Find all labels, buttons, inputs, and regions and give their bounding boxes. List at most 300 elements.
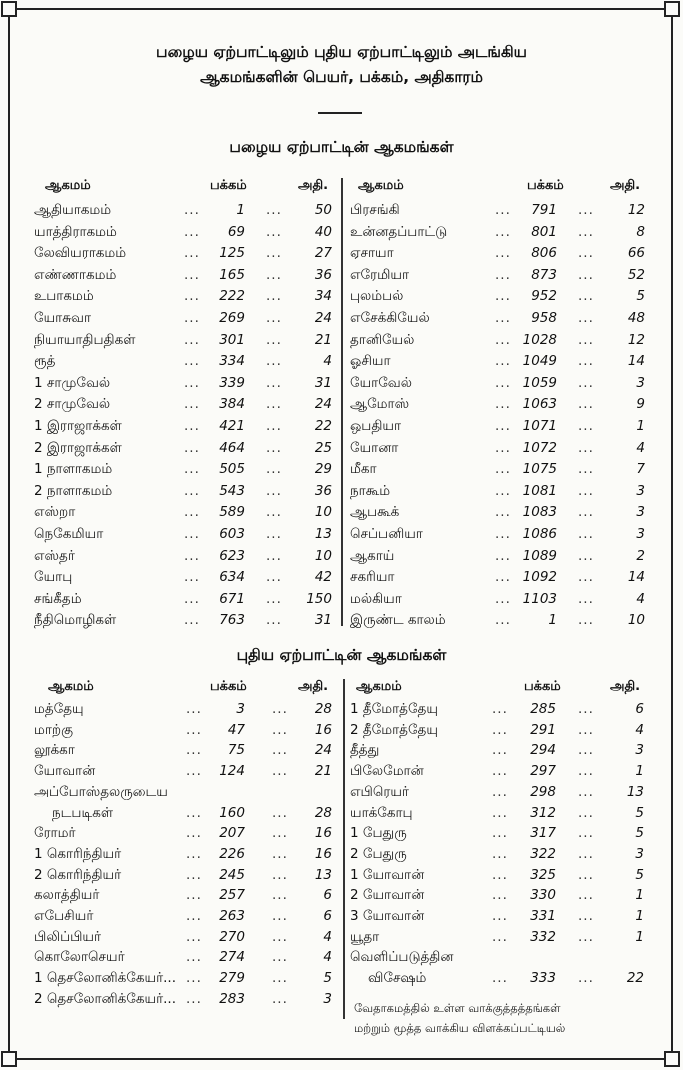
page-title-line2: ஆகமங்களின் பெயர், பக்கம், அதிகாரம் (200, 68, 483, 86)
chapter-count: 10 (314, 504, 332, 521)
leader-dots: ... (578, 245, 594, 262)
chapter-count: 14 (627, 353, 645, 370)
table-row (350, 569, 660, 591)
chapter-count: 66 (627, 245, 645, 262)
page-number: 791 (531, 202, 557, 218)
chapter-count: 48 (627, 310, 645, 326)
table-row (34, 332, 344, 354)
book-name: உன்னதப்பாட்டு (350, 223, 448, 240)
table-row (34, 701, 344, 723)
chapter-count: 5 (635, 825, 644, 842)
leader-dots: ... (266, 245, 282, 262)
leader-dots: ... (266, 353, 282, 370)
table-row (350, 970, 660, 992)
leader-dots: ... (186, 990, 202, 1007)
ot-left-col-book: ஆகமம் (45, 178, 91, 193)
page-number: 333 (530, 970, 556, 987)
book-name: 2 நாளாகமம் (34, 482, 113, 499)
leader-dots: ... (492, 970, 508, 987)
page-number: 1072 (522, 439, 557, 456)
page-number: 325 (530, 866, 556, 883)
leader-dots: ... (495, 245, 511, 262)
book-name: எசேக்கியேல் (350, 310, 430, 326)
chapter-count: 5 (323, 970, 332, 987)
table-row (34, 483, 344, 505)
leader-dots: ... (495, 418, 511, 434)
page-number: 623 (219, 547, 245, 564)
leader-dots: ... (184, 331, 200, 348)
leader-dots: ... (495, 612, 511, 629)
chapter-count: 24 (314, 742, 332, 759)
book-name: 1 நாளாகமம் (34, 461, 113, 478)
book-name: ரோமர் (34, 825, 76, 842)
chapter-count: 24 (314, 310, 332, 326)
book-name: யாத்திராகமம் (34, 223, 117, 240)
table-row (350, 949, 660, 971)
table-row (350, 908, 660, 930)
leader-dots: ... (495, 374, 511, 391)
ot-right-col-chapters: அதி. (610, 178, 641, 193)
leader-dots: ... (578, 526, 594, 542)
chapter-count: 1 (635, 887, 644, 904)
table-row (34, 742, 344, 764)
ot-left-col-page: பக்கம் (210, 178, 247, 193)
leader-dots: ... (186, 701, 202, 717)
leader-dots: ... (495, 569, 511, 586)
leader-dots: ... (184, 439, 200, 456)
leader-dots: ... (184, 202, 200, 218)
chapter-count: 14 (627, 569, 645, 586)
book-name: எபேசியர் (34, 908, 94, 924)
table-row (350, 867, 660, 889)
leader-dots: ... (186, 825, 202, 842)
leader-dots: ... (184, 526, 200, 542)
table-row (34, 763, 344, 785)
book-name: 1 தெசலோனிக்கேயர்... (34, 970, 177, 987)
nt-right-col-book: ஆகமம் (356, 679, 402, 694)
book-name: கொலோசெயர் (34, 949, 125, 966)
chapter-count: 3 (635, 742, 644, 759)
leader-dots: ... (578, 310, 594, 326)
nt-left-col-page: பக்கம் (210, 679, 247, 694)
book-name: நெகேமியா (34, 526, 104, 542)
leader-dots: ... (495, 331, 511, 348)
leader-dots: ... (184, 590, 200, 607)
table-row (34, 504, 344, 526)
leader-dots: ... (492, 701, 508, 717)
leader-dots: ... (578, 804, 594, 821)
leader-dots: ... (578, 783, 594, 800)
leader-dots: ... (578, 721, 594, 738)
leader-dots: ... (495, 288, 511, 305)
book-name: யோபு (34, 569, 73, 586)
chapter-count: 4 (636, 439, 645, 456)
table-row (34, 267, 344, 289)
table-row (34, 825, 344, 847)
chapter-count: 10 (627, 612, 645, 629)
chapter-count: 150 (306, 590, 332, 607)
page-number: 301 (219, 331, 245, 348)
book-name: 1 கொரிந்தியர் (34, 845, 122, 862)
book-name: ஆதியாகமம் (34, 202, 112, 218)
leader-dots: ... (184, 310, 200, 326)
chapter-count: 16 (314, 721, 332, 738)
table-row (350, 418, 660, 440)
chapter-count: 13 (626, 783, 644, 800)
table-row (34, 418, 344, 440)
leader-dots: ... (184, 396, 200, 413)
leader-dots: ... (578, 908, 594, 924)
page-number: 1028 (522, 331, 557, 348)
table-row (350, 267, 660, 289)
table-row (34, 612, 344, 634)
leader-dots: ... (578, 569, 594, 586)
leader-dots: ... (272, 763, 288, 780)
book-name: மாற்கு (34, 721, 74, 738)
chapter-count: 3 (636, 482, 645, 499)
book-name: எஸ்றா (34, 504, 76, 521)
leader-dots: ... (495, 439, 511, 456)
page-number: 1063 (522, 396, 557, 413)
page-number: 1071 (522, 418, 557, 434)
book-name: மீகா (350, 461, 377, 478)
page-number: 806 (531, 245, 557, 262)
leader-dots: ... (492, 721, 508, 738)
chapter-count: 36 (314, 482, 332, 499)
leader-dots: ... (492, 866, 508, 883)
leader-dots: ... (495, 202, 511, 218)
leader-dots: ... (184, 547, 200, 564)
book-name: எரேமியா (350, 266, 410, 283)
table-row (350, 929, 660, 951)
table-row (34, 591, 344, 613)
table-row (34, 310, 344, 332)
table-row (34, 805, 344, 827)
leader-dots: ... (578, 266, 594, 283)
chapter-count: 8 (636, 223, 645, 240)
leader-dots: ... (492, 845, 508, 862)
leader-dots: ... (186, 763, 202, 780)
page-number: 952 (531, 288, 557, 305)
page-number: 124 (219, 763, 245, 780)
chapter-count: 16 (314, 845, 332, 862)
leader-dots: ... (266, 547, 282, 564)
table-row (350, 526, 660, 548)
leader-dots: ... (272, 949, 288, 966)
chapter-count: 3 (636, 526, 645, 542)
leader-dots: ... (186, 928, 202, 945)
leader-dots: ... (266, 482, 282, 499)
chapter-count: 27 (314, 245, 332, 262)
page-number: 294 (530, 742, 556, 759)
leader-dots: ... (578, 970, 594, 987)
leader-dots: ... (266, 288, 282, 305)
book-name: 2 கொரிந்தியர் (34, 866, 122, 883)
page-number: 257 (219, 887, 245, 904)
page-number: 69 (227, 223, 245, 240)
leader-dots: ... (184, 504, 200, 521)
leader-dots: ... (578, 742, 594, 759)
leader-dots: ... (184, 353, 200, 370)
chapter-count: 36 (314, 266, 332, 283)
corner-ornament (1, 1051, 17, 1067)
page-number: 1086 (522, 526, 557, 542)
chapter-count: 40 (314, 223, 332, 240)
leader-dots: ... (272, 990, 288, 1007)
leader-dots: ... (272, 742, 288, 759)
book-name: யோசுவா (34, 310, 91, 326)
table-row (34, 970, 344, 992)
leader-dots: ... (495, 547, 511, 564)
book-name: வெளிப்படுத்தின (350, 949, 454, 966)
leader-dots: ... (578, 461, 594, 478)
table-row (34, 949, 344, 971)
page-number: 207 (219, 825, 245, 842)
chapter-count: 28 (314, 804, 332, 821)
leader-dots: ... (578, 396, 594, 413)
chapter-count: 50 (314, 202, 332, 218)
page-number: 1049 (522, 353, 557, 370)
book-name: மத்தேயு (34, 701, 84, 717)
leader-dots: ... (186, 970, 202, 987)
book-name: 2 இராஜாக்கள் (34, 439, 122, 456)
book-name: 2 யோவான் (350, 887, 425, 904)
table-row (34, 867, 344, 889)
leader-dots: ... (578, 845, 594, 862)
chapter-count: 9 (636, 396, 645, 413)
leader-dots: ... (272, 701, 288, 717)
page-number: 3 (236, 701, 245, 717)
leader-dots: ... (578, 887, 594, 904)
table-row (34, 784, 344, 806)
book-name: 3 யோவான் (350, 908, 425, 924)
leader-dots: ... (184, 482, 200, 499)
leader-dots: ... (578, 202, 594, 218)
table-row (350, 742, 660, 764)
table-row (350, 288, 660, 310)
leader-dots: ... (266, 266, 282, 283)
page-number: 274 (219, 949, 245, 966)
leader-dots: ... (492, 804, 508, 821)
table-row (350, 224, 660, 246)
book-name: உபாகமம் (34, 288, 94, 305)
table-row (350, 483, 660, 505)
leader-dots: ... (272, 908, 288, 924)
chapter-count: 2 (636, 547, 645, 564)
table-row (34, 908, 344, 930)
page-number: 334 (219, 353, 245, 370)
book-name: ஆமோஸ் (350, 396, 410, 413)
chapter-count: 1 (635, 908, 644, 924)
footnote-line2: மற்றும் மூத்த வாக்கிய விளக்கப்பட்டியல் (354, 1021, 566, 1035)
leader-dots: ... (495, 590, 511, 607)
page-number: 505 (219, 461, 245, 478)
leader-dots: ... (272, 804, 288, 821)
leader-dots: ... (492, 763, 508, 780)
page-number: 283 (219, 990, 245, 1007)
book-name: 2 தெசலோனிக்கேயர்... (34, 990, 177, 1007)
table-row (34, 569, 344, 591)
leader-dots: ... (266, 310, 282, 326)
chapter-count: 24 (314, 396, 332, 413)
leader-dots: ... (266, 374, 282, 391)
page-number: 1 (236, 202, 245, 218)
chapter-count: 6 (323, 908, 332, 924)
leader-dots: ... (266, 439, 282, 456)
table-row (34, 375, 344, 397)
leader-dots: ... (495, 310, 511, 326)
nt-right-col-page: பக்கம் (524, 679, 561, 694)
book-name: எண்ணாகமம் (34, 266, 117, 283)
table-row (34, 722, 344, 744)
page-number: 1075 (522, 461, 557, 478)
chapter-count: 4 (323, 949, 332, 966)
leader-dots: ... (578, 504, 594, 521)
page-number: 384 (219, 396, 245, 413)
leader-dots: ... (186, 845, 202, 862)
book-name: பிலிப்பியர் (34, 928, 102, 945)
book-name: லூக்கா (34, 742, 75, 759)
leader-dots: ... (266, 590, 282, 607)
leader-dots: ... (578, 288, 594, 305)
leader-dots: ... (272, 721, 288, 738)
table-row (350, 784, 660, 806)
page-number: 1083 (522, 504, 557, 521)
table-row (350, 701, 660, 723)
leader-dots: ... (492, 887, 508, 904)
page-number: 421 (219, 418, 245, 434)
chapter-count: 21 (314, 331, 332, 348)
page-number: 245 (219, 866, 245, 883)
page-number: 160 (219, 804, 245, 821)
table-row (350, 202, 660, 224)
book-name: செப்பனியா (350, 526, 423, 542)
chapter-count: 13 (314, 866, 332, 883)
leader-dots: ... (184, 374, 200, 391)
page-number: 1059 (522, 374, 557, 391)
table-row (34, 846, 344, 868)
leader-dots: ... (578, 418, 594, 434)
chapter-count: 31 (314, 374, 332, 391)
leader-dots: ... (266, 331, 282, 348)
leader-dots: ... (578, 928, 594, 945)
page-number: 1081 (522, 482, 557, 499)
page-number: 75 (227, 742, 245, 759)
leader-dots: ... (492, 928, 508, 945)
book-name: யோவான் (34, 763, 96, 780)
table-row (350, 825, 660, 847)
leader-dots: ... (266, 396, 282, 413)
table-row (34, 224, 344, 246)
page-number: 1103 (522, 590, 557, 607)
table-row (350, 245, 660, 267)
page-number: 47 (227, 721, 245, 738)
page-title (0, 40, 683, 90)
chapter-count: 12 (627, 331, 645, 348)
leader-dots: ... (495, 504, 511, 521)
table-row (34, 245, 344, 267)
book-name: 2 பேதுரு (350, 845, 407, 862)
table-row (34, 929, 344, 951)
book-name: யோவேல் (350, 374, 412, 391)
book-name: ரூத் (34, 353, 56, 370)
leader-dots: ... (578, 590, 594, 607)
book-name: 1 யோவான் (350, 866, 425, 883)
leader-dots: ... (495, 396, 511, 413)
leader-dots: ... (186, 949, 202, 966)
table-row (350, 612, 660, 634)
chapter-count: 21 (314, 763, 332, 780)
chapter-count: 5 (635, 804, 644, 821)
book-name: 1 பேதுரு (350, 825, 407, 842)
leader-dots: ... (184, 266, 200, 283)
nt-right-col-chapters: அதி. (610, 679, 641, 694)
chapter-count: 31 (314, 612, 332, 629)
leader-dots: ... (495, 353, 511, 370)
table-row (34, 202, 344, 224)
leader-dots: ... (578, 547, 594, 564)
chapter-count: 4 (323, 928, 332, 945)
chapter-count: 4 (323, 353, 332, 370)
page-number: 603 (219, 526, 245, 542)
book-name: யூதா (350, 928, 380, 945)
page-number: 226 (219, 845, 245, 862)
table-row (34, 991, 344, 1013)
leader-dots: ... (272, 970, 288, 987)
leader-dots: ... (272, 887, 288, 904)
leader-dots: ... (266, 223, 282, 240)
leader-dots: ... (266, 612, 282, 629)
leader-dots: ... (492, 742, 508, 759)
leader-dots: ... (266, 202, 282, 218)
page-number: 317 (530, 825, 556, 842)
leader-dots: ... (578, 331, 594, 348)
table-row (34, 440, 344, 462)
chapter-count: 22 (314, 418, 332, 434)
book-name: சங்கீதம் (34, 590, 82, 607)
page-number: 1 (548, 612, 557, 629)
book-name: ஆகாய் (350, 547, 395, 564)
page-number: 165 (219, 266, 245, 283)
old-testament-heading: பழைய ஏற்பாட்டின் ஆகமங்கள் (229, 138, 454, 156)
page-number: 339 (219, 374, 245, 391)
chapter-count: 42 (314, 569, 332, 586)
chapter-count: 4 (636, 590, 645, 607)
table-row (350, 461, 660, 483)
leader-dots: ... (272, 825, 288, 842)
table-row (350, 440, 660, 462)
table-row (350, 591, 660, 613)
book-name: யோனா (350, 439, 399, 456)
leader-dots: ... (578, 866, 594, 883)
leader-dots: ... (492, 908, 508, 924)
leader-dots: ... (184, 461, 200, 478)
chapter-count: 1 (635, 928, 644, 945)
book-name: சகரியா (350, 569, 395, 586)
leader-dots: ... (186, 866, 202, 883)
book-name: நடபடிகள் (52, 804, 114, 821)
book-name: ஓசியா (350, 353, 391, 370)
chapter-count: 7 (636, 461, 645, 478)
chapter-count: 28 (314, 701, 332, 717)
table-row (350, 332, 660, 354)
chapter-count: 3 (636, 374, 645, 391)
leader-dots: ... (578, 353, 594, 370)
book-name: நீதிமொழிகள் (34, 612, 117, 629)
chapter-count: 3 (635, 845, 644, 862)
table-row (350, 887, 660, 909)
page-number: 291 (530, 721, 556, 738)
